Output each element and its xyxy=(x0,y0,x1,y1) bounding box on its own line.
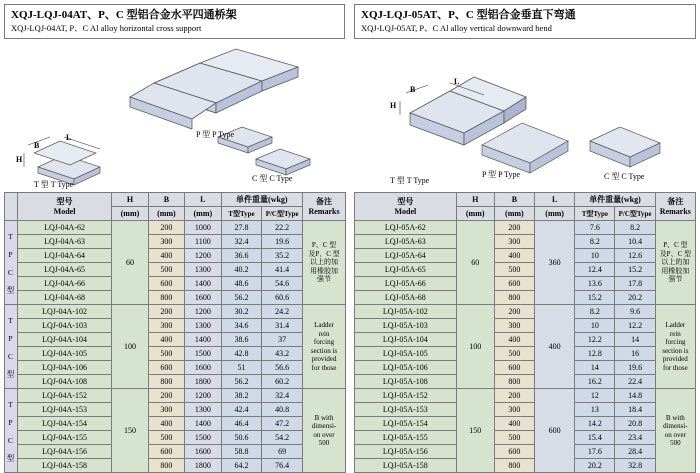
left-g3-r5-pc: 69 xyxy=(262,445,303,459)
right-title-cn: XQJ-LQJ-05AT、P、C 型铝合金垂直下弯通 xyxy=(361,9,576,21)
right-g1-r4-pc: 15.2 xyxy=(615,263,655,277)
right-g3-r4-t: 15.4 xyxy=(575,431,615,445)
left-g2-r1-l: 1200 xyxy=(185,305,221,319)
left-g3-r2-b: 300 xyxy=(148,403,184,417)
left-table-wrap xyxy=(4,192,345,473)
right-g3-r6-t: 20.2 xyxy=(575,459,615,473)
table-row xyxy=(5,263,346,277)
left-g3-r5-model: LQJ-04A-156 xyxy=(17,445,111,459)
table-row xyxy=(355,249,696,263)
right-g1-r3-pc: 12.6 xyxy=(615,249,655,263)
left-g2-r2-t: 34.6 xyxy=(221,319,262,333)
left-g2-r6-t: 56.2 xyxy=(221,375,262,389)
right-figure-drawing xyxy=(354,41,696,189)
left-g1-r4-l: 1300 xyxy=(185,263,221,277)
right-g3-r2-pc: 18.4 xyxy=(615,403,655,417)
left-label-c-type: C 型 C Type xyxy=(252,174,293,183)
right-g1-r2-pc: 10.4 xyxy=(615,235,655,249)
table-row xyxy=(5,389,346,403)
right-g1-r6-model: LQJ-05A-68 xyxy=(355,291,457,305)
left-g1-r6-l: 1600 xyxy=(185,291,221,305)
right-g3-r2-b: 300 xyxy=(494,403,534,417)
right-g3-r1-pc: 14.8 xyxy=(615,389,655,403)
right-table-wrap xyxy=(354,192,696,473)
right-g1-r5-b: 600 xyxy=(494,277,534,291)
table-row xyxy=(5,459,346,473)
table-row xyxy=(5,221,346,235)
left-g3-h: 150 xyxy=(112,389,148,473)
right-g1-r6-pc: 20.2 xyxy=(615,291,655,305)
right-title-box xyxy=(354,4,696,39)
right-header-b-unit: (mm) xyxy=(494,207,534,221)
left-header-row-1 xyxy=(5,193,346,207)
left-g2-remark: Ladder rein forcing section is provided for those xyxy=(303,305,346,389)
right-g2-l: 400 xyxy=(535,305,575,389)
right-figure-area xyxy=(354,41,696,189)
left-g1-r3-t: 36.6 xyxy=(221,249,262,263)
left-g1-r1-t: 27.8 xyxy=(221,221,262,235)
right-g1-r3-t: 10 xyxy=(575,249,615,263)
left-g1-h: 60 xyxy=(112,221,148,305)
left-g2-r3-t: 38.6 xyxy=(221,333,262,347)
right-g2-r4-t: 12.8 xyxy=(575,347,615,361)
table-row xyxy=(355,375,696,389)
right-g2-r3-model: LQJ-05A-104 xyxy=(355,333,457,347)
left-g1-r4-t: 40.2 xyxy=(221,263,262,277)
right-g1-h: 60 xyxy=(456,221,494,305)
right-header-l-unit: (mm) xyxy=(535,207,575,221)
table-row xyxy=(355,431,696,445)
right-g3-r2-t: 13 xyxy=(575,403,615,417)
left-header-remarks: 备注 Remarks xyxy=(303,193,346,221)
panel-left xyxy=(0,0,350,470)
left-g1-r5-model: LQJ-04A-66 xyxy=(17,277,111,291)
left-g1-r3-pc: 35.2 xyxy=(262,249,303,263)
right-g1-r2-b: 300 xyxy=(494,235,534,249)
left-g1-r2-pc: 19.6 xyxy=(262,235,303,249)
right-g3-r4-model: LQJ-05A-155 xyxy=(355,431,457,445)
table-row xyxy=(5,431,346,445)
left-g3-r1-t: 38.2 xyxy=(221,389,262,403)
right-g2-r4-model: LQJ-05A-105 xyxy=(355,347,457,361)
left-header-l-unit: (mm) xyxy=(185,207,221,221)
right-g3-r5-model: LQJ-05A-156 xyxy=(355,445,457,459)
left-label-p-type: P 型 P Type xyxy=(196,130,235,139)
right-g1-r6-b: 800 xyxy=(494,291,534,305)
right-g1-r4-model: LQJ-05A-65 xyxy=(355,263,457,277)
right-g1-r4-t: 12.4 xyxy=(575,263,615,277)
left-title-box xyxy=(4,4,345,39)
left-g1-r1-pc: 22.2 xyxy=(262,221,303,235)
right-g1-r1-t: 7.6 xyxy=(575,221,615,235)
left-g3-side: T P C 型 xyxy=(5,389,18,473)
table-row xyxy=(355,347,696,361)
left-g1-r5-l: 1400 xyxy=(185,277,221,291)
table-row xyxy=(5,319,346,333)
right-g1-l: 360 xyxy=(535,221,575,305)
right-g1-r5-pc: 17.8 xyxy=(615,277,655,291)
left-g3-remark: B with dimensi- on over 500 xyxy=(303,389,346,473)
left-g1-r4-b: 500 xyxy=(148,263,184,277)
left-g3-r4-t: 50.6 xyxy=(221,431,262,445)
left-g2-r4-l: 1500 xyxy=(185,347,221,361)
table-row xyxy=(5,361,346,375)
left-header-model: 型号 Model xyxy=(17,193,111,221)
table-row xyxy=(5,445,346,459)
left-header-b-unit: (mm) xyxy=(148,207,184,221)
left-g1-r3-l: 1200 xyxy=(185,249,221,263)
right-g2-r1-model: LQJ-05A-102 xyxy=(355,305,457,319)
table-row xyxy=(5,403,346,417)
left-g2-r1-t: 30.2 xyxy=(221,305,262,319)
right-g2-r3-t: 12.2 xyxy=(575,333,615,347)
left-g1-r1-l: 1000 xyxy=(185,221,221,235)
left-g1-r3-model: LQJ-04A-64 xyxy=(17,249,111,263)
left-g2-r5-b: 600 xyxy=(148,361,184,375)
table-row xyxy=(5,333,346,347)
left-g3-r2-model: LQJ-04A-153 xyxy=(17,403,111,417)
table-row xyxy=(355,319,696,333)
left-spec-table xyxy=(4,192,346,473)
right-g2-r5-pc: 19.6 xyxy=(615,361,655,375)
left-g1-r6-b: 800 xyxy=(148,291,184,305)
left-g2-r1-b: 200 xyxy=(148,305,184,319)
right-dim-b: B xyxy=(410,85,416,94)
left-g1-r1-model: LQJ-04A-62 xyxy=(17,221,111,235)
right-g1-r2-t: 8.2 xyxy=(575,235,615,249)
right-g1-r5-t: 13.6 xyxy=(575,277,615,291)
right-header-h: H xyxy=(456,193,494,207)
right-g3-r1-model: LQJ-05A-152 xyxy=(355,389,457,403)
right-g1-r5-model: LQJ-05A-66 xyxy=(355,277,457,291)
right-g3-r1-b: 200 xyxy=(494,389,534,403)
left-g1-r6-model: LQJ-04A-68 xyxy=(17,291,111,305)
left-g3-r1-pc: 32.4 xyxy=(262,389,303,403)
table-row xyxy=(355,305,696,319)
left-g2-r3-l: 1400 xyxy=(185,333,221,347)
left-header-h-unit: (mm) xyxy=(112,207,148,221)
left-g2-r2-l: 1300 xyxy=(185,319,221,333)
right-g3-r2-model: LQJ-05A-153 xyxy=(355,403,457,417)
left-header-weight: 单件重量(wkg) xyxy=(221,193,302,207)
left-g3-r6-b: 800 xyxy=(148,459,184,473)
right-spec-table xyxy=(354,192,696,473)
left-title-en: XQJ-LQJ-04AT, P、C Al alloy horizontal cross support xyxy=(11,23,202,33)
left-g2-r4-pc: 43.2 xyxy=(262,347,303,361)
right-g1-remark: P、C 型 及P、C 型 以上的加 用橡胶加 强节 xyxy=(655,221,695,305)
left-g3-r2-pc: 40.8 xyxy=(262,403,303,417)
left-g3-r4-pc: 54.2 xyxy=(262,431,303,445)
left-g3-r1-l: 1200 xyxy=(185,389,221,403)
left-g2-r3-pc: 37 xyxy=(262,333,303,347)
right-header-row-1 xyxy=(355,193,696,207)
left-g1-r2-t: 32.4 xyxy=(221,235,262,249)
left-g3-r4-l: 1500 xyxy=(185,431,221,445)
left-g1-r2-b: 300 xyxy=(148,235,184,249)
left-g2-r5-pc: 56.6 xyxy=(262,361,303,375)
panel-right xyxy=(350,0,700,470)
right-dim-h: H xyxy=(390,101,397,110)
left-g3-r3-model: LQJ-04A-154 xyxy=(17,417,111,431)
right-title-en: XQJ-LQJ-05AT, P、C Al alloy vertical downward bend xyxy=(361,23,552,33)
left-g2-r5-t: 51 xyxy=(221,361,262,375)
left-header-t-type: T型Type xyxy=(221,207,262,221)
left-g1-remark: P、C 型 及P、C 型 以上的加 用橡胶加 强节 xyxy=(303,221,346,305)
left-g2-r1-pc: 24.2 xyxy=(262,305,303,319)
right-g2-r3-b: 400 xyxy=(494,333,534,347)
left-g2-r6-pc: 60.2 xyxy=(262,375,303,389)
right-g3-r6-b: 800 xyxy=(494,459,534,473)
right-header-h-unit: (mm) xyxy=(456,207,494,221)
right-g2-r1-t: 8.2 xyxy=(575,305,615,319)
right-g1-r2-model: LQJ-05A-63 xyxy=(355,235,457,249)
right-g2-r3-pc: 14 xyxy=(615,333,655,347)
right-g1-r6-t: 15.2 xyxy=(575,291,615,305)
right-header-b: B xyxy=(494,193,534,207)
right-g3-r1-t: 12 xyxy=(575,389,615,403)
left-g3-r3-t: 46.4 xyxy=(221,417,262,431)
right-g2-r6-model: LQJ-05A-108 xyxy=(355,375,457,389)
right-g2-r6-pc: 22.4 xyxy=(615,375,655,389)
right-g2-r1-b: 200 xyxy=(494,305,534,319)
right-g3-r3-model: LQJ-05A-154 xyxy=(355,417,457,431)
left-header-pc-type: P/C型Type xyxy=(262,207,303,221)
table-row xyxy=(355,333,696,347)
left-g2-r2-pc: 31.4 xyxy=(262,319,303,333)
left-g3-r5-b: 600 xyxy=(148,445,184,459)
left-g2-r6-model: LQJ-04A-108 xyxy=(17,375,111,389)
left-g2-r5-l: 1600 xyxy=(185,361,221,375)
left-g3-r6-t: 64.2 xyxy=(221,459,262,473)
left-g2-h: 100 xyxy=(112,305,148,389)
left-g1-r2-l: 1100 xyxy=(185,235,221,249)
right-g2-r5-b: 600 xyxy=(494,361,534,375)
right-g2-r2-t: 10 xyxy=(575,319,615,333)
table-row xyxy=(355,417,696,431)
left-g3-r1-model: LQJ-04A-152 xyxy=(17,389,111,403)
right-g3-r5-pc: 28.4 xyxy=(615,445,655,459)
table-row xyxy=(355,263,696,277)
left-header-h: H xyxy=(112,193,148,207)
left-g2-r4-t: 42.8 xyxy=(221,347,262,361)
table-row xyxy=(355,403,696,417)
table-row xyxy=(5,235,346,249)
right-g1-r3-b: 400 xyxy=(494,249,534,263)
left-g1-side: T P C 型 xyxy=(5,221,18,305)
left-g1-r5-pc: 54.6 xyxy=(262,277,303,291)
left-g2-r4-b: 500 xyxy=(148,347,184,361)
right-g1-r1-b: 200 xyxy=(494,221,534,235)
right-g2-r1-pc: 9.6 xyxy=(615,305,655,319)
right-label-c-type: C 型 C Type xyxy=(604,172,645,181)
right-g3-r6-pc: 32.8 xyxy=(615,459,655,473)
left-header-l: L xyxy=(185,193,221,207)
table-row xyxy=(355,277,696,291)
left-g3-r6-model: LQJ-04A-158 xyxy=(17,459,111,473)
left-g3-r1-b: 200 xyxy=(148,389,184,403)
right-g3-r3-b: 400 xyxy=(494,417,534,431)
right-table-body xyxy=(355,221,696,473)
right-g2-h: 100 xyxy=(456,305,494,389)
left-g3-r5-l: 1600 xyxy=(185,445,221,459)
left-header-side xyxy=(5,193,18,221)
left-g1-r2-model: LQJ-04A-63 xyxy=(17,235,111,249)
right-g2-r6-b: 800 xyxy=(494,375,534,389)
left-g3-r5-t: 58.8 xyxy=(221,445,262,459)
left-g1-r5-t: 48.6 xyxy=(221,277,262,291)
left-g3-r3-b: 400 xyxy=(148,417,184,431)
right-g2-remark: Ladder rein forcing section is provided for those xyxy=(655,305,695,389)
right-label-p-type: P 型 P Type xyxy=(482,170,521,179)
left-table-body xyxy=(5,221,346,473)
right-g1-r3-model: LQJ-05A-64 xyxy=(355,249,457,263)
left-g3-r2-l: 1300 xyxy=(185,403,221,417)
left-g3-r2-t: 42.4 xyxy=(221,403,262,417)
left-g2-r6-l: 1800 xyxy=(185,375,221,389)
left-g3-r6-l: 1800 xyxy=(185,459,221,473)
left-g2-r2-b: 300 xyxy=(148,319,184,333)
table-row xyxy=(5,277,346,291)
right-g2-r4-b: 500 xyxy=(494,347,534,361)
left-g3-r4-b: 500 xyxy=(148,431,184,445)
right-g3-r3-pc: 20.8 xyxy=(615,417,655,431)
right-g3-r3-t: 14.2 xyxy=(575,417,615,431)
table-row xyxy=(5,375,346,389)
left-g1-r3-b: 400 xyxy=(148,249,184,263)
right-label-t-type: T 型 T Type xyxy=(390,176,430,185)
table-row xyxy=(355,221,696,235)
table-row xyxy=(5,291,346,305)
left-g2-r4-model: LQJ-04A-105 xyxy=(17,347,111,361)
right-g3-r5-t: 17.6 xyxy=(575,445,615,459)
right-header-weight: 单件重量(wkg) xyxy=(575,193,655,207)
right-g3-r5-b: 600 xyxy=(494,445,534,459)
table-row xyxy=(355,361,696,375)
table-row xyxy=(355,389,696,403)
table-row xyxy=(5,305,346,319)
right-g3-remark: B with dimensi- on over 500 xyxy=(655,389,695,473)
table-row xyxy=(355,235,696,249)
left-g2-r3-b: 400 xyxy=(148,333,184,347)
right-g2-r4-pc: 16 xyxy=(615,347,655,361)
right-header-model: 型号 Model xyxy=(355,193,457,221)
left-dim-b: B xyxy=(34,141,40,150)
left-title-cn: XQJ-LQJ-04AT、P、C 型铝合金水平四通桥架 xyxy=(11,9,237,21)
left-g2-side: T P C 型 xyxy=(5,305,18,389)
right-g1-r1-pc: 8.2 xyxy=(615,221,655,235)
table-row xyxy=(355,459,696,473)
left-g1-r4-model: LQJ-04A-65 xyxy=(17,263,111,277)
left-g3-r3-l: 1400 xyxy=(185,417,221,431)
left-g2-r1-model: LQJ-04A-102 xyxy=(17,305,111,319)
right-g3-r4-pc: 23.4 xyxy=(615,431,655,445)
left-label-t-type: T 型 T Type xyxy=(34,180,74,189)
left-header-b: B xyxy=(148,193,184,207)
left-g2-r3-model: LQJ-04A-104 xyxy=(17,333,111,347)
left-figure-drawing xyxy=(4,41,346,189)
right-g1-r4-b: 500 xyxy=(494,263,534,277)
left-g3-r3-pc: 47.2 xyxy=(262,417,303,431)
right-g3-r4-b: 500 xyxy=(494,431,534,445)
left-g1-r6-pc: 60.6 xyxy=(262,291,303,305)
right-dim-l: L xyxy=(454,77,460,86)
left-g3-r4-model: LQJ-04A-155 xyxy=(17,431,111,445)
right-g3-r6-model: LQJ-05A-158 xyxy=(355,459,457,473)
table-row xyxy=(5,417,346,431)
left-g2-r5-model: LQJ-04A-106 xyxy=(17,361,111,375)
left-figure-area xyxy=(4,41,345,189)
table-row xyxy=(355,445,696,459)
right-g2-r2-model: LQJ-05A-103 xyxy=(355,319,457,333)
left-g1-r5-b: 600 xyxy=(148,277,184,291)
left-dim-l: L xyxy=(66,133,72,142)
table-row xyxy=(5,347,346,361)
right-header-t-type: T型Type xyxy=(575,207,615,221)
table-row xyxy=(355,291,696,305)
table-row xyxy=(5,249,346,263)
right-g3-l: 600 xyxy=(535,389,575,473)
right-g3-h: 150 xyxy=(456,389,494,473)
left-g2-r2-model: LQJ-04A-103 xyxy=(17,319,111,333)
right-g2-r5-t: 14 xyxy=(575,361,615,375)
right-g1-r1-model: LQJ-05A-62 xyxy=(355,221,457,235)
right-header-pc-type: P/C型Type xyxy=(615,207,655,221)
left-g2-r6-b: 800 xyxy=(148,375,184,389)
right-g2-r2-pc: 12.2 xyxy=(615,319,655,333)
left-dim-h: H xyxy=(16,155,23,164)
left-g1-r4-pc: 41.4 xyxy=(262,263,303,277)
right-header-l: L xyxy=(535,193,575,207)
right-g2-r2-b: 300 xyxy=(494,319,534,333)
right-g2-r5-model: LQJ-05A-106 xyxy=(355,361,457,375)
left-g1-r6-t: 56.2 xyxy=(221,291,262,305)
left-g3-r6-pc: 76.4 xyxy=(262,459,303,473)
right-header-remarks: 备注 Remarks xyxy=(655,193,695,221)
right-g2-r6-t: 16.2 xyxy=(575,375,615,389)
left-g1-r1-b: 200 xyxy=(148,221,184,235)
